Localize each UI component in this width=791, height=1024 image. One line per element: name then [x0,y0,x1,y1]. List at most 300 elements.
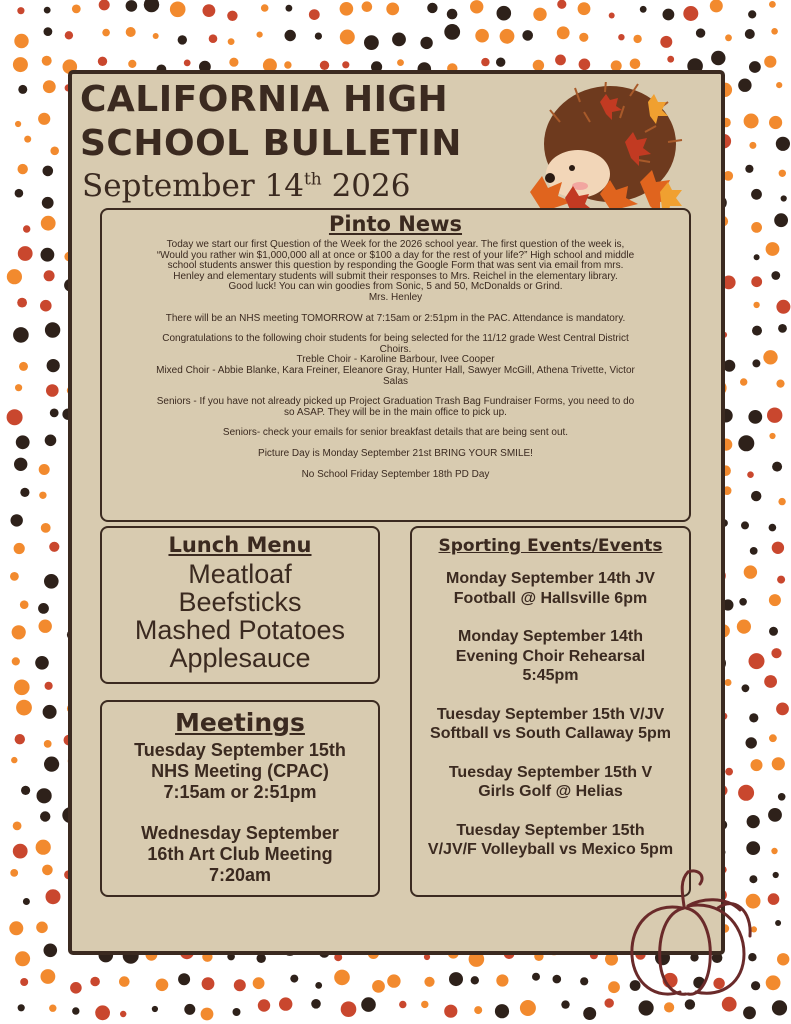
background-dot [50,409,59,418]
background-dot [49,1005,56,1012]
news-line: Good luck! You can win goodies from Sonic, 5 and 50, McDonalds or Grind. [228,281,563,293]
background-dot [471,976,479,984]
news-line: “Would you rather win $1,000,000 all at once or $100 a day for the rest of your life?” High school and middle [156,249,635,261]
background-dot [748,10,756,18]
background-dot [45,682,53,690]
background-dot [387,974,400,987]
background-dot [18,246,33,261]
background-dot [7,269,22,284]
background-dot [17,7,24,14]
background-dot [41,969,56,984]
background-dot [771,271,780,280]
background-dot [749,61,761,73]
news-line: Congratulations to the following choir students for being selected for the 11/12 grade West Central District [162,333,629,345]
background-dot [764,675,777,688]
background-dot [227,11,237,21]
background-dot [39,492,46,499]
background-dot [392,33,406,47]
background-dot [44,740,52,748]
news-line: Today we start our first Question of the Week for the 2026 school year. The first question of the week is, [166,239,625,250]
background-dot [710,0,723,12]
background-dot [583,1007,596,1020]
background-dot [520,1000,536,1016]
background-dot [284,61,291,68]
background-dot [743,1006,756,1019]
background-dot [640,6,647,13]
background-dot [364,35,379,50]
background-dot [420,37,432,49]
background-dot [178,35,187,44]
background-dot [234,979,246,991]
background-dot [362,1,373,12]
background-dot [44,270,55,281]
background-dot [696,28,705,37]
hedgehog-autumn-leaves-icon [520,82,685,222]
background-dot [13,822,22,831]
background-dot [751,222,762,233]
background-dot [36,922,48,934]
background-dot [41,248,55,262]
background-dot [749,653,765,669]
background-dot [779,170,786,177]
background-dot [40,300,52,312]
event-line: Football @ Hallsville 6pm [453,589,648,607]
sporting-events-list [412,569,689,860]
background-dot [340,30,355,45]
background-dot [19,362,28,371]
background-dot [49,542,59,552]
background-dot [290,975,298,983]
event-line: Monday September 14th JV [446,570,655,587]
background-dot [119,976,130,987]
meeting-line: 7:15am or 2:51pm [163,782,317,802]
news-line: Seniors - If you have not already picked up Project Graduation Trash Bag Fundraiser Forms, you need to do [156,396,635,408]
background-dot [13,844,28,859]
background-dot [775,920,781,926]
background-dot [561,1000,569,1008]
background-dot [618,34,624,40]
background-dot [496,974,508,986]
background-dot [778,793,786,801]
background-dot [201,1008,214,1021]
background-dot [184,1004,195,1015]
background-dot [90,977,100,987]
spacer [412,686,689,705]
background-dot [754,254,760,260]
background-dot [769,1,776,8]
background-dot [233,1008,241,1016]
background-dot [739,598,747,606]
background-dot [578,2,591,15]
background-dot [608,981,620,993]
background-dot [475,29,489,43]
background-dot [769,627,778,636]
meetings-section [100,700,380,897]
news-line: Henley and elementary students will submit their responses to Mrs. Reichel in the elementary library. [173,270,618,282]
background-dot [95,1005,110,1020]
background-dot [15,121,21,127]
background-dot [46,384,59,397]
news-line: school students answer this question by responding the Google Form that was sent via email from mrs. [167,260,624,272]
news-line: Treble Choir - Karoline Barbour, Ivee Cooper [296,354,495,366]
background-dot [45,435,57,447]
background-dot [320,61,329,70]
background-dot [639,1000,654,1015]
background-dot [44,574,59,589]
background-dot [144,0,159,12]
background-dot [18,1004,25,1011]
background-dot [65,31,73,39]
background-dot [555,55,566,66]
background-dot [746,737,757,748]
background-dot [170,2,186,18]
background-dot [35,656,49,670]
background-dot [683,6,698,21]
event-line: Girls Golf @ Helias [478,783,623,800]
background-dot [766,242,780,256]
background-dot [39,620,52,633]
background-dot [495,1004,509,1018]
background-dot [70,982,82,994]
background-dot [341,1001,357,1017]
background-dot [13,327,29,343]
background-dot [751,276,762,287]
background-dot [309,9,320,20]
background-dot [767,408,782,423]
news-line: Choirs. [379,343,412,355]
background-dot [15,734,25,744]
background-dot [258,999,270,1011]
background-dot [98,57,107,66]
background-dot [39,464,50,475]
background-dot [334,970,350,986]
background-dot [47,359,60,372]
background-dot [777,953,789,965]
background-dot [421,1001,428,1008]
background-dot [43,80,56,93]
background-dot [711,51,725,65]
background-dot [397,59,404,66]
background-dot [126,27,136,37]
background-dot [152,1006,158,1012]
background-dot [776,300,790,314]
background-dot [470,0,483,13]
background-dot [764,56,776,68]
news-line: Picture Day is Monday September 21st BRING YOUR SMILE! [258,447,533,459]
background-dot [769,116,782,129]
background-dot [474,1006,482,1014]
lunch-item: Applesauce [169,643,311,673]
background-dot [776,380,784,388]
background-dot [202,977,215,990]
background-dot [744,565,757,578]
background-dot [257,31,263,37]
background-dot [156,979,169,992]
background-dot [553,975,562,984]
background-dot [741,521,749,529]
date-ordinal: th [303,169,322,190]
background-dot [50,147,59,156]
background-dot [203,4,216,17]
event-line: Softball vs South Callaway 5pm [430,725,671,742]
background-dot [24,136,31,143]
background-dot [605,998,614,1007]
background-dot [15,951,30,966]
event-line: Tuesday September 15th V/JV [436,705,665,723]
background-dot [769,524,777,532]
background-dot [738,79,751,92]
background-dot [579,59,591,71]
background-dot [444,1005,457,1018]
background-dot [11,514,23,526]
background-dot [12,657,20,665]
lunch-menu-list [102,560,378,672]
background-dot [557,0,566,9]
background-dot [738,435,754,451]
background-dot [746,841,760,855]
background-dot [16,435,30,449]
background-dot [772,542,784,554]
background-dot [44,27,53,36]
background-dot [725,768,733,776]
background-dot [342,61,349,68]
background-dot [738,785,754,801]
background-dot [43,705,57,719]
background-dot [664,1002,674,1012]
background-dot [17,298,27,308]
background-dot [579,33,588,42]
meeting-line: 7:20am [208,865,272,885]
background-dot [742,684,750,692]
background-dot [72,1007,79,1014]
background-dot [184,60,191,67]
background-dot [773,872,779,878]
background-dot [315,33,322,40]
event-line: Evening Choir Rehearsal [455,647,646,665]
meetings-list [102,740,378,886]
background-dot [753,302,759,308]
background-dot [46,889,61,904]
background-dot [752,326,762,336]
background-dot [667,56,674,63]
background-dot [766,975,781,990]
background-dot [36,840,51,855]
background-dot [16,700,32,716]
background-dot [45,322,60,337]
background-dot [228,38,235,45]
background-dot [399,1001,406,1008]
background-dot [751,759,763,771]
background-dot [447,9,458,20]
background-dot [557,26,570,39]
background-dot [776,137,790,151]
background-dot [41,523,51,533]
background-dot [522,30,533,41]
background-dot [40,811,50,821]
background-dot [768,893,780,905]
background-dot [178,973,190,985]
background-dot [781,195,787,201]
background-dot [772,1000,787,1015]
background-dot [20,600,29,609]
background-dot [13,57,28,72]
meeting-line: 16th Art Club Meeting [147,844,333,864]
background-dot [496,58,505,67]
background-dot [769,734,777,742]
background-dot [745,29,755,39]
background-dot [481,58,489,66]
background-dot [15,189,24,198]
meeting-line: Tuesday September 15th [134,740,346,760]
background-dot [285,30,296,41]
background-dot [126,0,138,12]
event-line: Monday September 14th [458,628,643,645]
news-line: Mrs. Henley [368,291,423,303]
background-dot [361,997,376,1012]
background-dot [261,4,269,12]
background-dot [748,410,762,424]
background-dot [128,60,136,68]
background-dot [44,7,51,14]
news-line: Salas [382,375,408,387]
title-line-2: SCHOOL BULLETIN [80,123,462,164]
event-line: Tuesday September 15th V [448,763,653,781]
background-dot [449,972,463,986]
bulletin-date [82,168,410,204]
background-dot [10,869,18,877]
background-dot [14,458,27,471]
background-dot [630,59,641,70]
background-dot [42,197,54,209]
background-dot [38,113,50,125]
background-dot [372,980,385,993]
background-dot [497,6,512,21]
background-dot [778,498,785,505]
news-line: Seniors- check your emails for senior breakfast details that are being sent out. [222,427,569,439]
background-dot [776,703,789,716]
news-line: so ASAP. They will be in the main office to pick up. [284,406,507,418]
news-line: No School Friday September 18th PD Day [301,468,490,480]
title-line-1: CALIFORNIA HIGH [80,79,449,120]
background-dot [315,982,322,989]
background-dot [768,808,782,822]
background-dot [751,189,762,200]
background-dot [749,713,758,722]
background-dot [340,2,354,16]
background-dot [23,225,30,232]
news-line: There will be an NHS meeting TOMORROW at 7:15am or 2:51pm in the PAC. Attendance is mandatory. [165,312,626,324]
spacer [412,744,689,763]
background-dot [120,1011,126,1017]
background-dot [18,85,27,94]
background-dot [752,359,760,367]
background-dot [771,848,777,854]
background-dot [229,58,238,67]
background-dot [10,572,19,581]
background-dot [42,56,52,66]
background-dot [38,603,49,614]
background-dot [725,34,732,41]
pinto-news-body [112,240,679,480]
meeting-line: Wednesday September [141,823,339,843]
background-dot [580,977,588,985]
sporting-events-section [410,526,691,897]
background-dot [20,978,28,986]
background-dot [18,164,28,174]
lunch-menu-section [100,526,380,684]
bulletin-title [80,78,462,166]
background-dot [609,13,615,19]
background-dot [771,648,781,658]
background-dot [740,378,747,385]
background-dot [44,944,58,958]
background-dot [747,815,760,828]
background-dot [772,757,785,770]
background-dot [20,488,29,497]
lunch-menu-heading: Lunch Menu [168,533,312,557]
background-dot [386,2,399,15]
background-dot [42,865,53,876]
background-dot [7,409,23,425]
background-dot [99,0,110,10]
background-dot [500,29,515,44]
background-dot [153,33,159,39]
background-dot [286,5,293,12]
news-line: Mixed Choir - Abbie Blanke, Kara Freiner, Eleanore Gray, Hunter Hall, Sawyer McGill, Athena Trivette, Victor [156,364,635,376]
background-dot [11,757,17,763]
event-line: 5:45pm [522,667,579,684]
meeting-line: NHS Meeting (CPAC) [151,761,329,781]
background-dot [14,543,25,554]
date-year: 2026 [331,168,411,204]
background-dot [763,350,777,364]
spacer [102,803,378,823]
spacer [412,608,689,627]
background-dot [737,620,751,634]
lunch-item: Beefsticks [178,587,302,617]
background-dot [424,977,434,987]
background-dot [663,9,675,21]
background-dot [747,471,754,478]
background-dot [14,34,28,48]
background-dot [778,324,787,333]
sporting-events-heading: Sporting Events/Events [438,536,663,556]
background-dot [769,433,775,439]
background-dot [14,680,30,696]
pinto-news-heading: Pinto News [328,212,463,236]
background-dot [774,213,788,227]
background-dot [41,216,56,231]
background-dot [72,4,81,13]
background-dot [253,977,265,989]
event-line: V/JV/F Volleyball vs Mexico 5pm [427,841,674,858]
lunch-item: Mashed Potatoes [134,615,346,645]
background-dot [723,360,735,372]
background-dot [660,36,672,48]
background-dot [533,8,546,21]
background-dot [777,576,785,584]
background-dot [44,757,59,772]
background-dot [633,35,641,43]
background-dot [43,166,54,177]
background-dot [9,921,23,935]
background-dot [12,625,26,639]
date-month-day: September 14 [82,168,304,204]
background-dot [311,999,321,1009]
background-dot [745,165,753,173]
background-dot [769,594,781,606]
background-dot [21,786,30,795]
